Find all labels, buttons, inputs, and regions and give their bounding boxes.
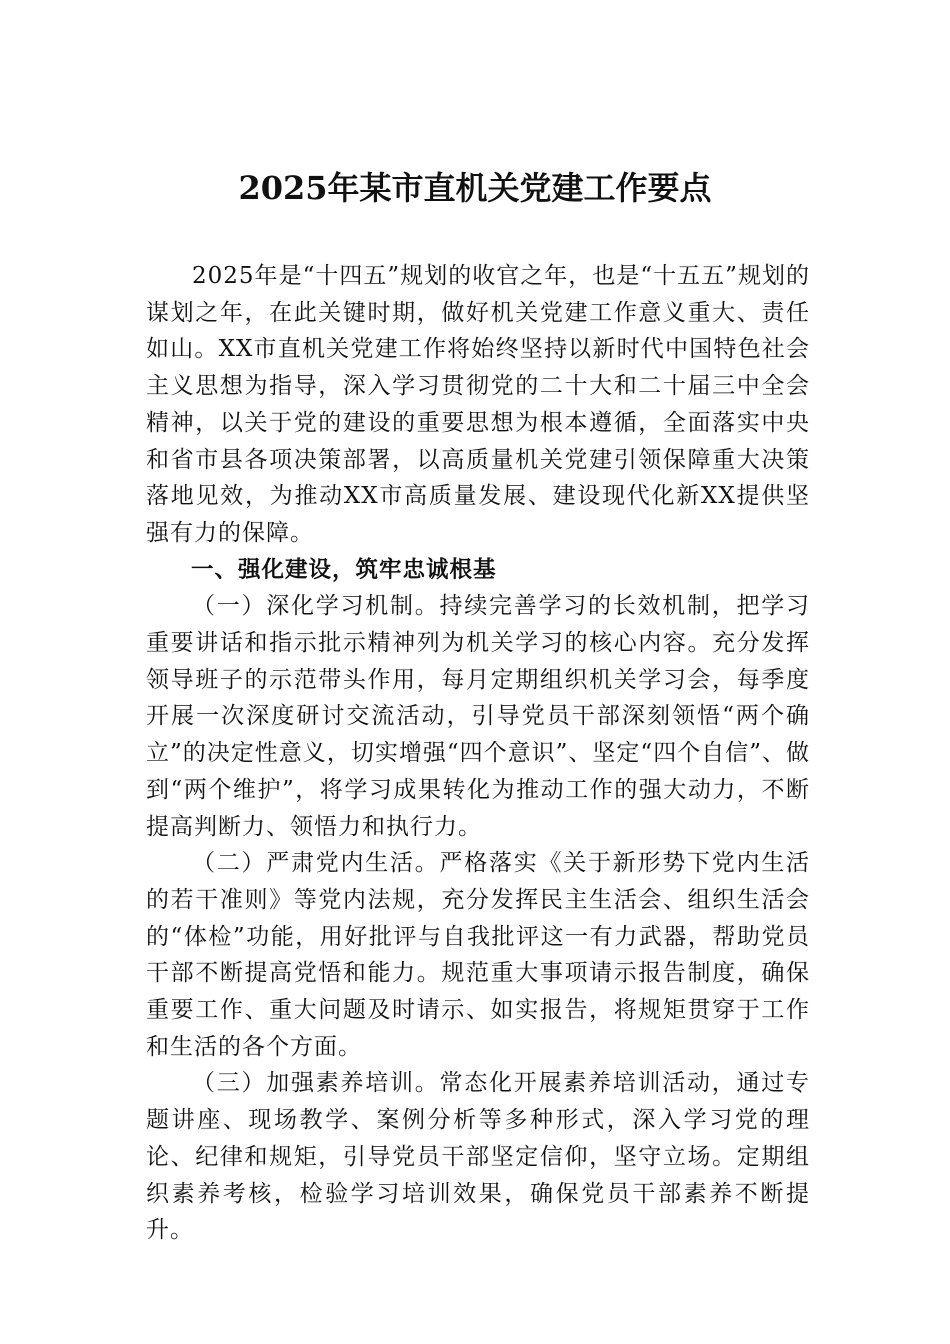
- section-item-2: [146, 845, 810, 1065]
- document-body: [146, 258, 810, 1249]
- item-1-subheading: （一）深化学习机制。: [192, 593, 440, 620]
- section-heading-1: 一、强化建设，筑牢忠诚根基: [191, 556, 497, 583]
- item-2-text: 严格落实《关于新形势下党内生活的若干准则》等党内法规，充分发挥民主生活会、组织生活会的“体检”功能，用好批评与自我批评这一有力武器，帮助党员干部不断提高党悟和能力。规范重大事项请示报告制度，确保重要工作、重大问题及时请示、如实报告，将规矩贯穿于工作和生活的各个方面。: [146, 850, 810, 1060]
- item-1-text: 持续完善学习的长效机制，把学习重要讲话和指示批示精神列为机关学习的核心内容。充分发挥领导班子的示范带头作用，每月定期组织机关学习会，每季度开展一次深度研讨交流活动，引导党员干部深刻领悟“两个确立”的决定性意义，切实增强“四个意识”、坚定“四个自信”、做到“两个维护”，将学习成果转化为推动工作的强大动力，不断提高判断力、领悟力和执行力。: [146, 593, 810, 840]
- item-3-subheading: （三）加强素养培训。: [192, 1070, 440, 1097]
- intro-paragraph: 2025年是“十四五”规划的收官之年，也是“十五五”规划的谋划之年，在此关键时期，做好机关党建工作意义重大、责任如山。XX市直机关党建工作将始终坚持以新时代中国特色社会主义思想为指导，深入学习贯彻党的二十大和二十届三中全会精神，以关于党的建设的重要思想为根本遵循，全面落实中央和省市县各项决策部署，以高质量机关党建引领保障重大决策落地见效，为推动XX市高质量发展、建设现代化新XX提供坚强有力的保障。: [146, 263, 810, 546]
- document-title: 2025年某市直机关党建工作要点: [238, 169, 712, 207]
- section-item-3: [146, 1065, 810, 1249]
- item-3-text: 常态化开展素养培训活动，通过专题讲座、现场教学、案例分析等多种形式，深入学习党的理论、纪律和规矩，引导党员干部坚定信仰，坚守立场。定期组织素养考核，检验学习培训效果，确保党员干部素养不断提升。: [146, 1070, 810, 1244]
- section-item-1: [146, 588, 810, 845]
- item-2-subheading: （二）严肃党内生活。: [192, 850, 440, 877]
